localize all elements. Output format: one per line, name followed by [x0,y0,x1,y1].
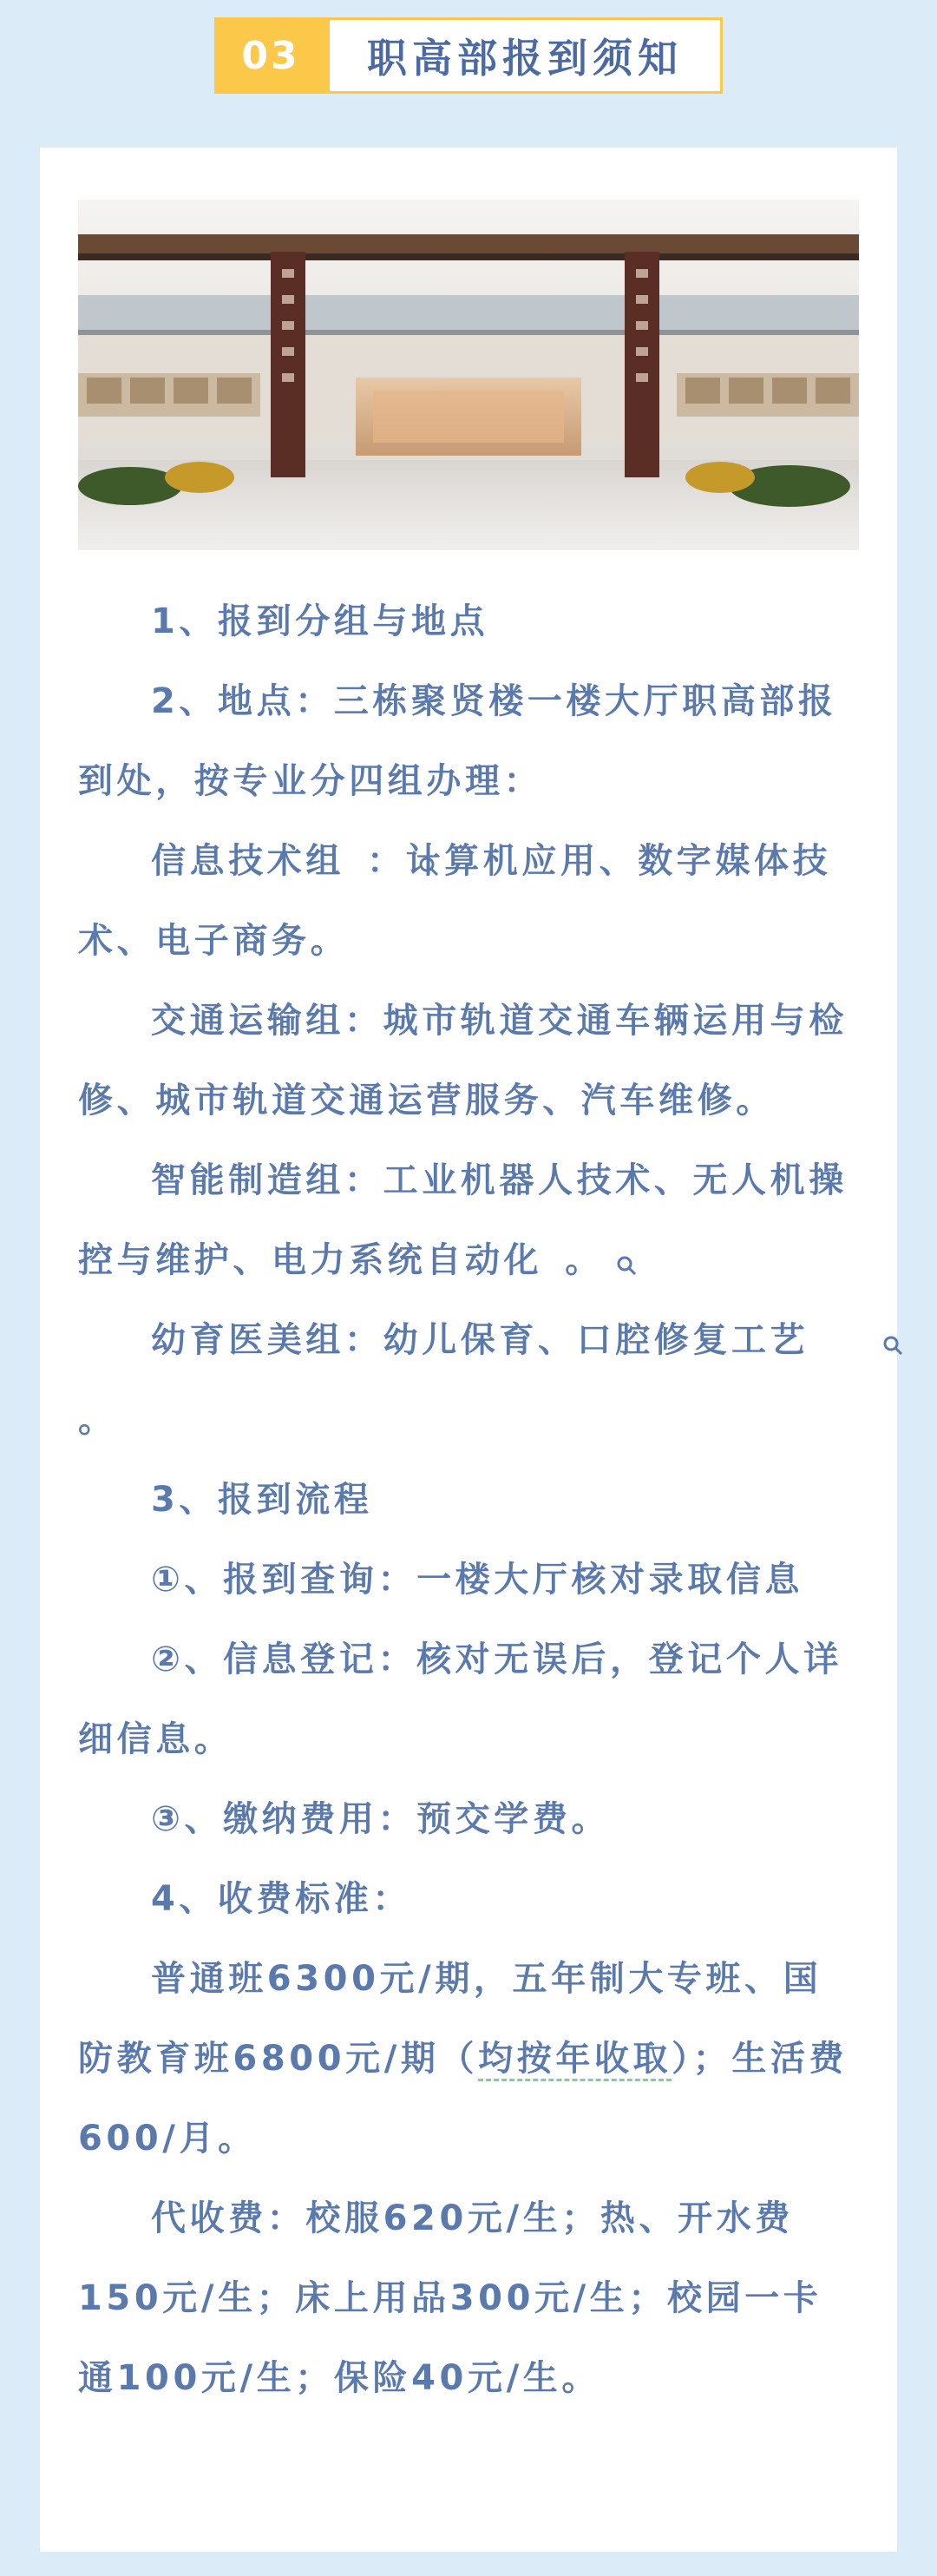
paragraph-4: 交通运输组：城市轨道交通车辆运用与检修、城市轨道交通运营服务、汽车维修。 [78,1001,848,1120]
paragraph-5 [78,1140,859,1300]
childcare-group-text: 幼育医美组：幼儿保育、口腔修复工艺 [151,1320,809,1360]
notice-text [78,582,859,2418]
info-tech-group-majors: ：计算机应用、数字媒体技术、电子商务。 [78,841,832,961]
paragraph-6 [78,1300,859,1460]
paragraph-13: 代收费：校服620元/生；热、开水费150元/生；床上用品300元/生；校园一卡通100元/生；保险40元/生。 [78,2198,822,2398]
paragraph-1: 1、报到分组与地点 [151,601,489,641]
annual-charge-link[interactable]: 均按年收取 [478,2039,672,2081]
paragraph-12 [78,1939,859,2178]
period: 。 [78,1400,117,1440]
section-header [214,17,723,94]
content-card [40,148,897,2552]
paragraph-3 [78,821,859,981]
living-fee-text: ）；生活费600/月。 [78,2039,849,2159]
paragraph-7: 3、报到流程 [151,1480,373,1520]
paragraph-9: ②、信息登记：核对无误后，登记个人详细信息。 [78,1640,842,1759]
paragraph-2: 2、地点：三栋聚贤楼一楼大厅职高部报到处，按专业分四组办理： [78,681,837,801]
paragraph-10: ③、缴纳费用：预交学费。 [151,1799,611,1839]
section-title: 职高部报到须知 [327,17,723,94]
search-icon[interactable] [809,1309,831,1335]
search-icon[interactable] [542,1229,565,1255]
paragraph-11: 4、收费标准： [151,1879,412,1919]
info-tech-group-label: 信息技术组 [151,841,344,881]
section-number: 03 [214,17,327,94]
smart-manufacturing-text: 智能制造组：工业机器人技术、无人机操控与维护、电力系统自动化 [78,1160,848,1280]
search-icon[interactable] [344,830,367,856]
paragraph-8: ①、报到查询：一楼大厅核对录取信息 [151,1560,804,1600]
period: 。 [565,1240,604,1280]
building-lobby-photo [78,200,859,550]
tuition-text: 普通班6300元/期，五年制大专班、国防教育班6800元/期（ [78,1959,822,2079]
